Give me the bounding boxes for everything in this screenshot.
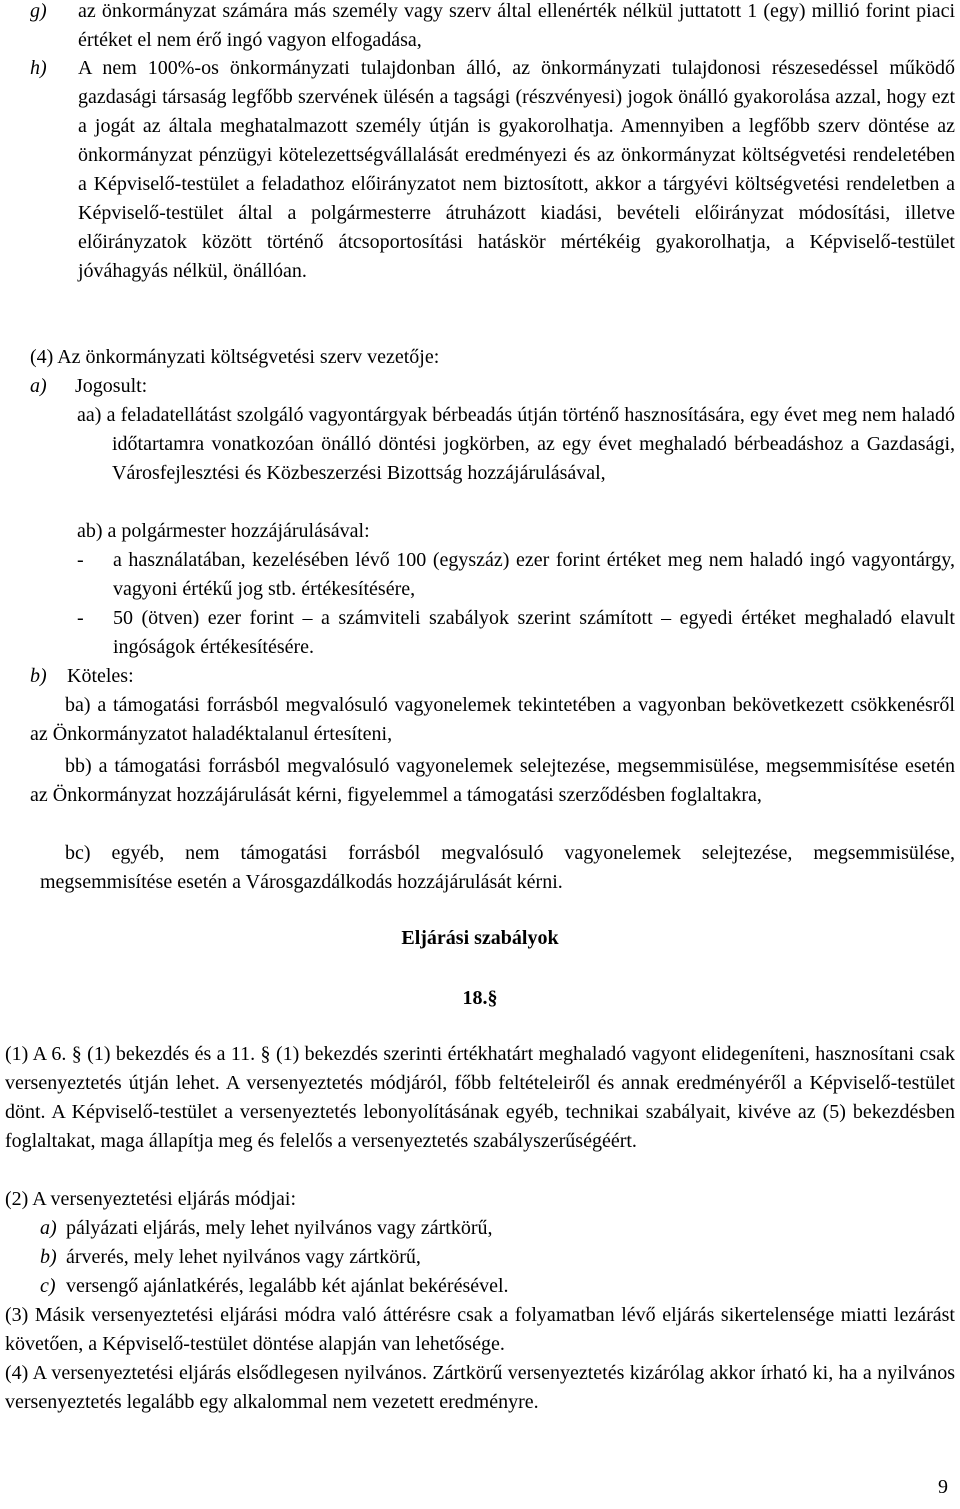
section-paragraph-2: (2) A versenyeztetési eljárás módjai: [5,1188,297,1210]
section-paragraph-4: (4) A versenyeztetési eljárás elsődlegesen nyilvános. Zártkörű versenyeztetés kizárólag akkor írható ki, ha a nyilvános versenyeztetés legalább egy alkalommal nem vezetett eredményre. [5,1362,955,1413]
dash-item-1-text: a használatában, kezelésében lévő 100 (egyszáz) ezer forint értéket meg nem haladó ingó vagyontárgy, vagyoni értékű jog stb. értékesítésére, [113,549,955,600]
item-b [30,662,937,691]
dash-item-1 [77,546,955,604]
item-aa: aa) a feladatellátást szolgáló vagyontárgyak bérbeadás útján történő hasznosítására, egy évet meg nem haladó időtartamra vonatkozóan önálló döntési jogkörben, az egy évet meghaladó bérbeadáshoz a Gazdasági, Városfejlesztési és Közbeszerzési Bizottság hozzájárulásával, [77,404,955,484]
section-number: 18.§ [462,987,498,1009]
item-bc: bc) egyéb, nem támogatási forrásból megvalósuló vagyonelemek selejtezése, megsemmisülése, megsemmisítése esetén a Városgazdálkodás hozzájárulását kérni. [40,842,955,893]
dash-item-2 [77,604,955,662]
dash-item-1-label: - [77,549,84,571]
paragraph-4: (4) Az önkormányzati költségvetési szerv vezetője: [30,346,440,368]
method-a-label: a) [40,1217,57,1239]
method-a-text: pályázati eljárás, mely lehet nyilvános vagy zártkörű, [66,1217,493,1239]
method-b [40,1243,950,1272]
item-a [30,372,945,401]
item-bb: bb) a támogatási forrásból megvalósuló vagyonelemek selejtezése, megsemmisülése, megsemmisítése esetén az Önkormányzat hozzájárulását kérni, figyelemmel a támogatási szerződésben foglaltakra, [30,755,955,806]
item-b-label: b) [30,665,47,687]
method-c-label: c) [40,1275,56,1297]
item-h-text: A nem 100%-os önkormányzati tulajdonban álló, az önkormányzati tulajdonosi részesedéssel működő gazdasági társaság legfőbb szervének ülésén a tagsági (részvényesi) jogok önálló gyakorolása azzal, hogy ezt a jogát az általa meghatalmazott személy útján is gyakorolhatja. Amennyiben a legfőbb szerv döntése az önkormányzat pénzügyi kötelezettségvállalását eredményezi és az önkormányzat költségvetési rendeletében a Képviselő-testület a feladathoz előirányzatot nem biztosított, akkor a tárgyévi költségvetési rendeletben a Képviselő-testület által a polgármesterre átruházott kiadási, bevételi előirányzat módosítási, illetve előirányzatok között történő átcsoportosítási hatáskör mértékéig gyakorolhatja, a Képviselő-testület jóváhagyás nélkül, önállóan. [78,57,955,282]
dash-item-2-label: - [77,607,84,629]
item-ab: ab) a polgármester hozzájárulásával: [77,520,370,542]
item-b-text: Köteles: [67,665,134,687]
method-c [40,1272,950,1301]
method-c-text: versengő ajánlatkérés, legalább két ajánlat bekérésével. [66,1275,509,1297]
item-ba: ba) a támogatási forrásból megvalósuló vagyonelemek tekintetében a vagyonban bekövetkezett csökkenésről az Önkormányzatot haladéktalanul értesíteni, [30,694,955,745]
item-h [30,54,955,286]
dash-item-2-text: 50 (ötven) ezer forint – a számviteli szabályok szerint számított – egyedi értéket meghaladó elavult ingóságok értékesítésére. [113,607,955,658]
item-g-text: az önkormányzat számára más személy vagy szerv által ellenérték nélkül juttatott 1 (egy) millió forint piaci értéket el nem érő ingó vagyon elfogadása, [78,0,955,51]
item-h-label: h) [30,57,47,79]
item-g [30,0,955,55]
page-number: 9 [938,1476,948,1498]
item-g-label: g) [30,0,47,22]
method-b-label: b) [40,1246,57,1268]
section-title: Eljárási szabályok [401,927,559,949]
section-paragraph-3: (3) Másik versenyeztetési eljárási módra való áttérésre csak a folyamatban lévő eljárás sikertelensége miatti lezárást követően, a Képviselő-testület döntése alapján van lehetősége. [5,1304,955,1355]
item-a-label: a) [30,375,47,397]
method-b-text: árverés, mely lehet nyilvános vagy zártkörű, [66,1246,421,1268]
item-a-text: Jogosult: [75,375,148,397]
method-a [40,1214,950,1243]
section-paragraph-1: (1) A 6. § (1) bekezdés és a 11. § (1) bekezdés szerinti értékhatárt meghaladó vagyont elidegeníteni, hasznosítani csak versenyeztetés útján lehet. A versenyeztetés módjáról, főbb feltételeiről és annak eredményéről a Képviselő-testület dönt. A Képviselő-testület a versenyeztetés lebonyolításának egyéb, technikai szabályait, kivéve az (5) bekezdésben foglaltakat, maga állapítja meg és felelős a versenyeztetés szabályszerűségéért. [5,1043,955,1152]
